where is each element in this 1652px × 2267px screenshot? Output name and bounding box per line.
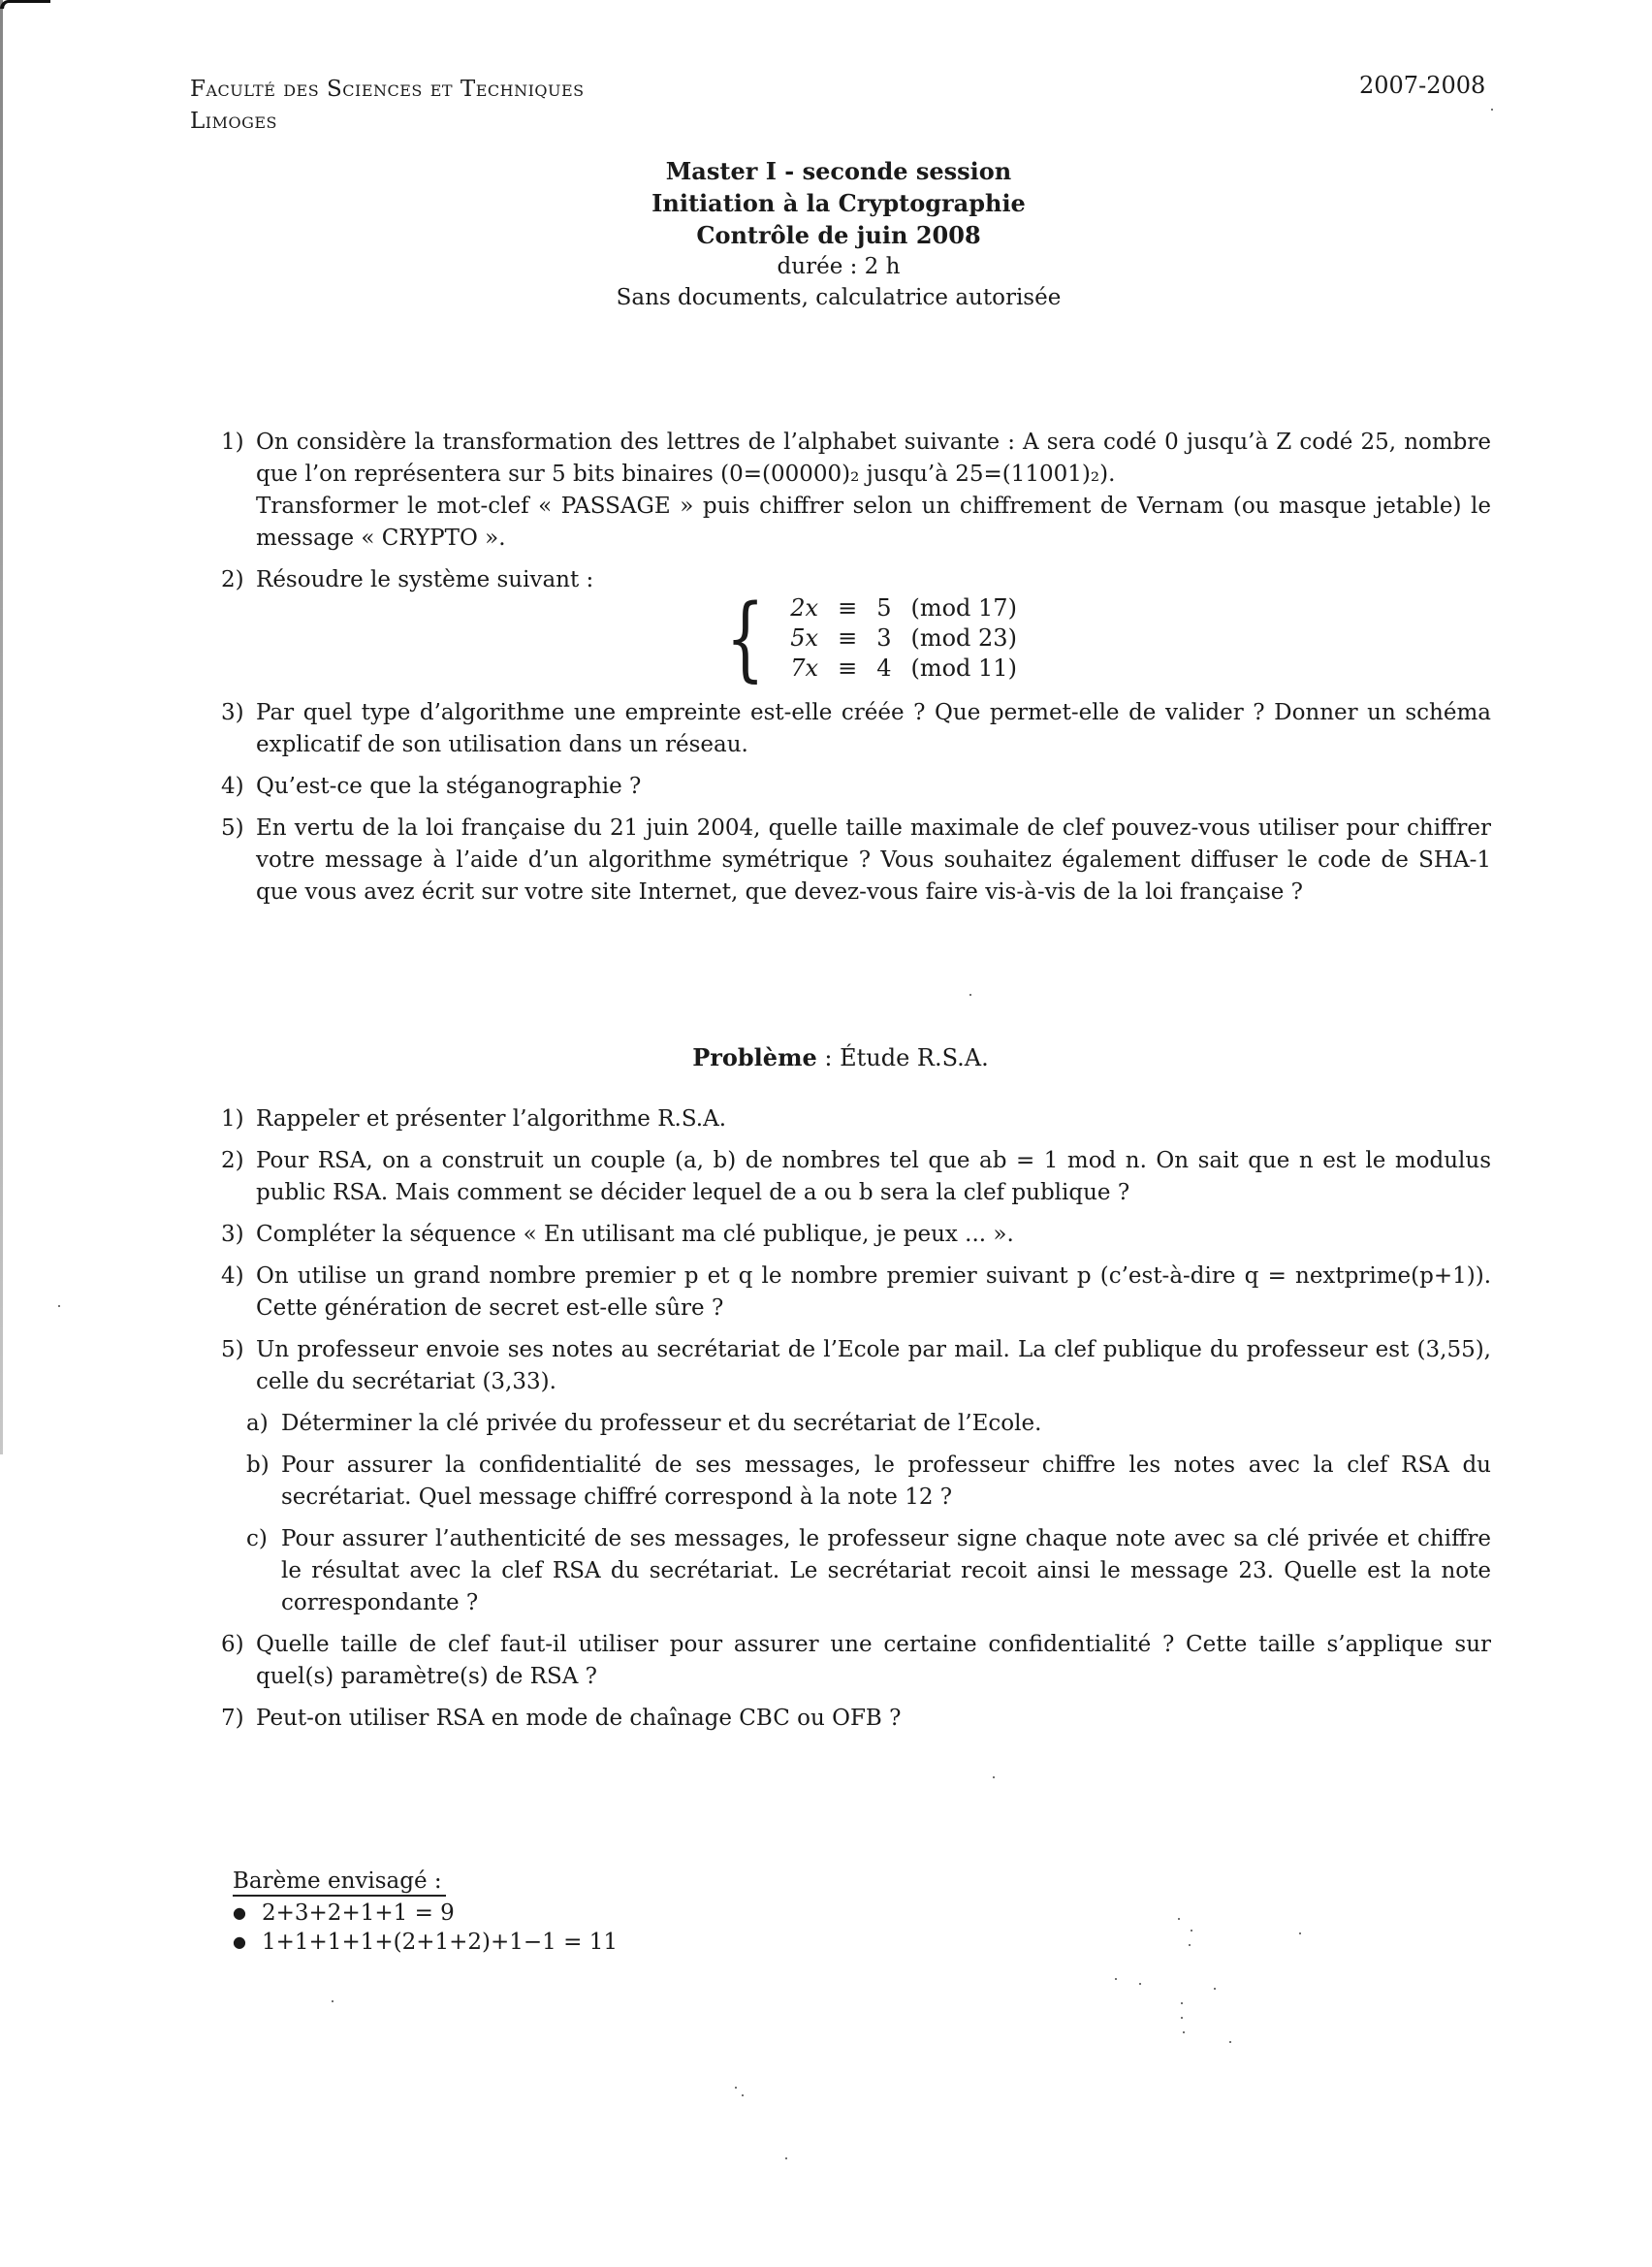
problem-title-rest: : Étude R.S.A. [816,1044,989,1071]
grading-formula: 2+3+2+1+1 = 9 [262,1900,455,1926]
grading-item [233,1928,618,1957]
problem-question-5 [221,1334,1491,1398]
sub-question-letter: c) [246,1526,268,1551]
exam-title-block [0,155,1652,313]
congruence-row [777,654,1027,684]
sub-question-c [221,1523,1491,1619]
question-number: 7) [221,1706,244,1731]
academic-year: 2007-2008 [1359,72,1486,99]
congruence-symbol: ≡ [838,624,858,652]
congruence-table [777,593,1027,684]
bullet-icon: ● [233,1903,246,1922]
congruence-modulus: (mod 11) [910,655,1017,682]
congruence-rhs: 5 [876,594,892,622]
question-text: On utilise un grand nombre premier p et q le nombre premier suivant p (c’est-à-dire q = nextprime(p+1)). Cette génération de secret est-elle sûre ? [256,1263,1491,1321]
institution-city: Limoges [190,109,278,134]
exercise-text: Résoudre le système suivant : [256,567,594,592]
congruence-symbol: ≡ [838,655,858,682]
exercise-number: 2) [221,567,244,592]
question-text: Un professeur envoie ses notes au secrétariat de l’Ecole par mail. La clef publique du professeur est (3,55), celle du secrétariat (3,33). [256,1337,1491,1394]
problem-question-3 [221,1219,1491,1251]
question-text: Compléter la séquence « En utilisant ma clé publique, je peux ... ». [256,1222,1014,1247]
question-number: 4) [221,1263,244,1289]
exercise-number: 1) [221,430,244,455]
grading-list [233,1899,618,1957]
sub-question-text: Pour assurer l’authenticité de ses messages, le professeur signe chaque note avec sa clé privée et chiffre le résultat avec la clef RSA du secrétariat. Le secrétariat recoit ainsi le message 23. Quelle est la note correspondante ? [281,1526,1491,1615]
exercise-number: 4) [221,774,244,799]
exercise-4 [221,771,1491,803]
exam-conditions: Sans documents, calculatrice autorisée [616,285,1062,310]
exercise-text: On considère la transformation des lettres de l’alphabet suivante : A sera codé 0 jusqu’à Z codé 25, nombre que l’on représentera sur 5 bits binaires (0=(00000)₂ jusqu’à 25=(11001)₂). [256,430,1491,487]
sub-question-text: Déterminer la clé privée du professeur et du secrétariat de l’Ecole. [281,1411,1042,1436]
question-number: 3) [221,1222,244,1247]
congruence-modulus: (mod 17) [910,594,1017,622]
exercise-number: 3) [221,700,244,725]
question-text: Quelle taille de clef faut-il utiliser pour assurer une certaine confidentialité ? Cette taille s’applique sur quel(s) paramètre(s) de RSA ? [256,1632,1491,1689]
grading-formula: 1+1+1+1+(2+1+2)+1−1 = 11 [262,1930,618,1955]
congruence-lhs: 7x [790,655,819,682]
question-text: Pour RSA, on a construit un couple (a, b) de nombres tel que ab = 1 mod n. On sait que n est le modulus public RSA. Mais comment se décider lequel de a ou b sera la clef publique ? [256,1148,1491,1205]
course-title: Initiation à la Cryptographie [651,189,1026,217]
congruence-rhs: 4 [876,655,892,682]
problem-question-4 [221,1261,1491,1325]
question-number: 2) [221,1148,244,1173]
scan-corner-mark [0,0,50,9]
left-brace-icon: { [725,584,765,692]
exam-level: Master I - seconde session [665,157,1012,185]
exercise-text: Par quel type d’algorithme une empreinte est-elle créée ? Que permet-elle de valider ? Donner un schéma explicatif de son utilisation dans un réseau. [256,700,1491,757]
grading-scale [233,1867,618,1957]
exercise-5 [221,813,1491,909]
sub-question-b [221,1450,1491,1514]
exercise-number: 5) [221,815,244,841]
exercise-text: Qu’est-ce que la stéganographie ? [256,774,642,799]
grading-heading: Barème envisagé : [233,1868,446,1897]
question-text: Rappeler et présenter l’algorithme R.S.A. [256,1106,727,1132]
exercise-1 [221,427,1491,555]
exercise-3 [221,697,1491,761]
exam-duration: durée : 2 h [777,254,901,279]
exercise-2 [221,564,1491,596]
congruence-modulus: (mod 23) [910,624,1017,652]
sub-question-letter: b) [246,1453,270,1478]
congruence-symbol: ≡ [838,594,858,622]
exam-date: Contrôle de juin 2008 [696,221,981,249]
institution-header [190,74,585,138]
question-number: 6) [221,1632,244,1657]
institution-name: Faculté des Sciences et Techniques [190,77,585,102]
problem-question-6 [221,1629,1491,1693]
congruence-lhs: 5x [790,624,819,652]
exercise-text: En vertu de la loi française du 21 juin 2004, quelle taille maximale de clef pouvez-vous utiliser pour chiffrer votre message à l’aide d’un algorithme symétrique ? Vous souhaitez également diffuser le code de SHA-1 que vous avez écrit sur votre site Internet, que devez-vous faire vis-à-vis de la loi française ? [256,815,1491,905]
congruence-row [777,623,1027,654]
problem-section [221,1103,1491,1744]
exercise-text: Transformer le mot-clef « PASSAGE » puis chiffrer selon un chiffrement de Vernam (ou masque jetable) le message « CRYPTO ». [256,494,1491,551]
problem-title [0,1043,1652,1071]
congruence-system [717,584,1027,692]
grading-item [233,1899,618,1928]
problem-title-bold: Problème [692,1043,817,1071]
congruence-rhs: 3 [876,624,892,652]
bullet-icon: ● [233,1932,246,1951]
question-text: Peut-on utiliser RSA en mode de chaînage CBC ou OFB ? [256,1706,902,1731]
question-number: 1) [221,1106,244,1132]
sub-question-letter: a) [246,1411,269,1436]
congruence-lhs: 2x [790,594,819,622]
problem-question-2 [221,1145,1491,1209]
sub-question-text: Pour assurer la confidentialité de ses messages, le professeur chiffre les notes avec la clef RSA du secrétariat. Quel message chiffré correspond à la note 12 ? [281,1453,1491,1510]
problem-question-1 [221,1103,1491,1135]
congruence-row [777,593,1027,623]
problem-question-7 [221,1703,1491,1735]
question-number: 5) [221,1337,244,1362]
sub-question-a [221,1408,1491,1440]
